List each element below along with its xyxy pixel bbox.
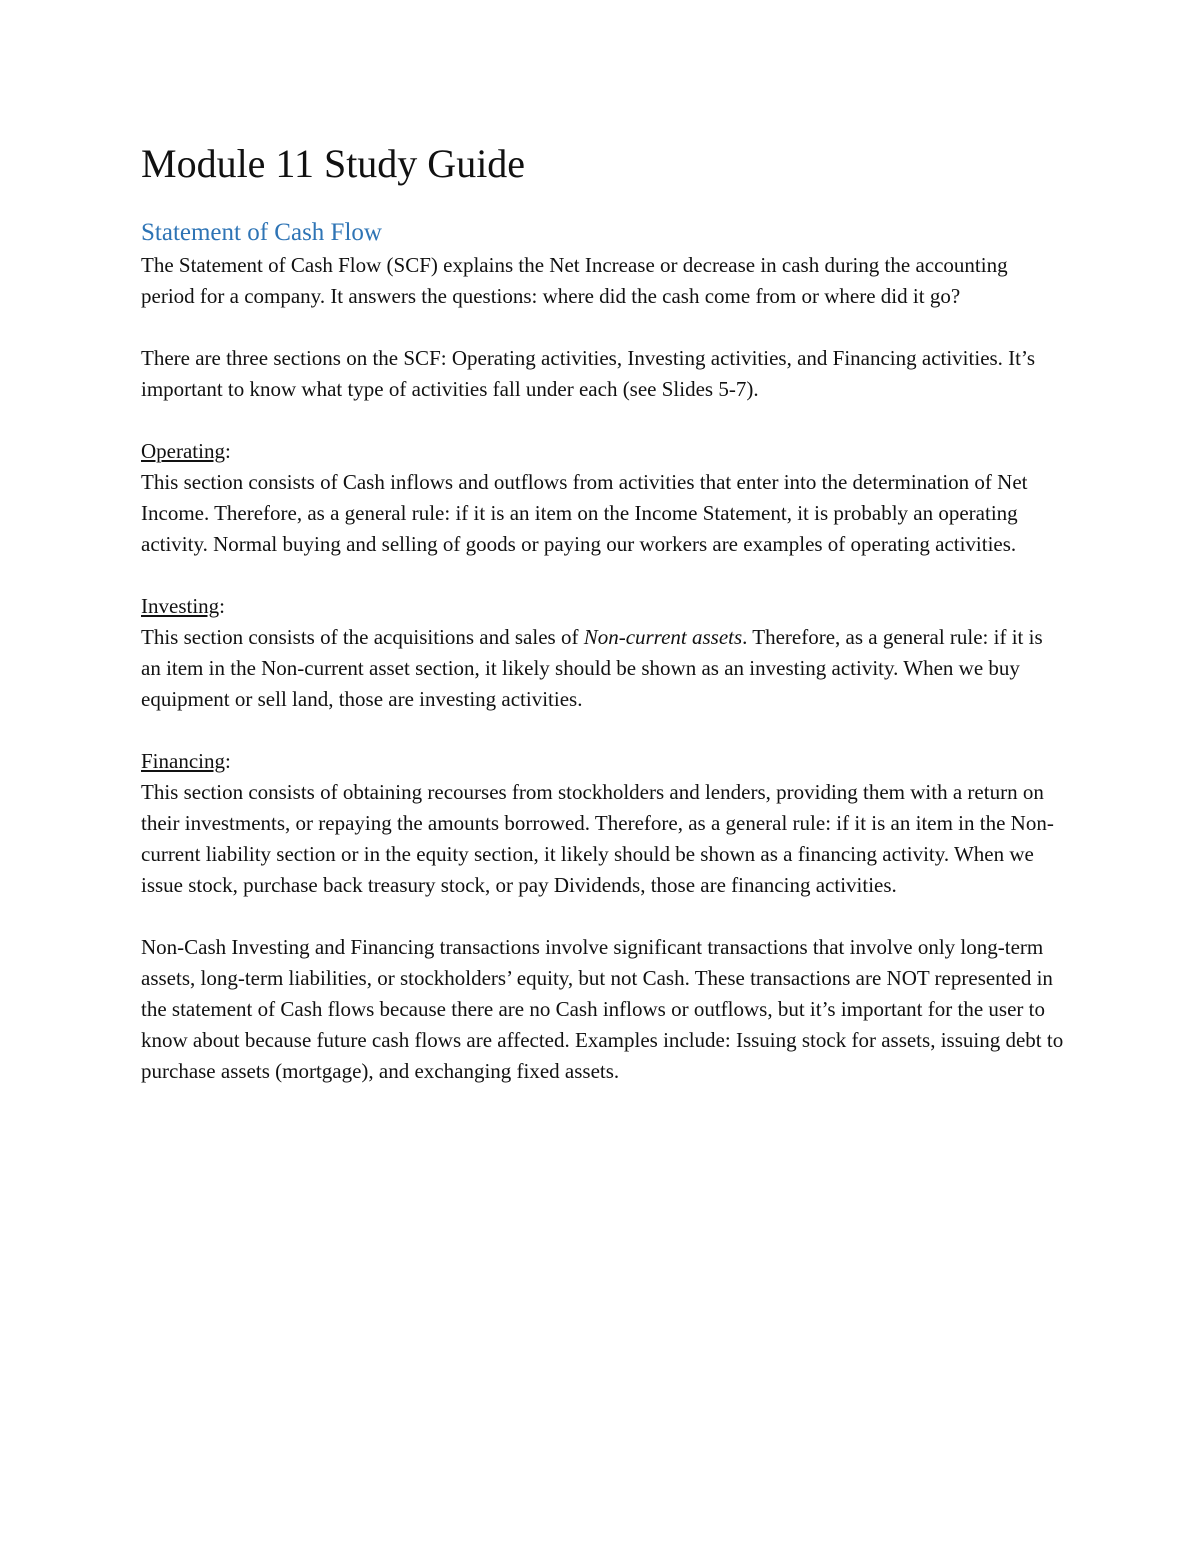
document-page	[141, 138, 1066, 1087]
operating-label: Operating	[141, 439, 225, 463]
non-cash-paragraph: Non-Cash Investing and Financing transactions involve significant transactions that involve only long-term assets, long-term liabilities, or stockholders’ equity, but not Cash. These transactions are NOT represented in the statement of Cash flows because there are no Cash inflows or outflows, but it’s important for the user to know about because future cash flows are affected. Examples include: Issuing stock for assets, issuing debt to purchase assets (mortgage), and exchanging fixed assets.	[141, 935, 1064, 1083]
investing-text-before: This section consists of the acquisitions and sales of	[141, 625, 584, 649]
financing-paragraph: This section consists of obtaining recourses from stockholders and lenders, providing them with a return on their investments, or repaying the amounts borrowed. Therefore, as a general rule: if it is an item in the Non-current liability section or in the equity section, it likely should be shown as a financing activity. When we issue stock, purchase back treasury stock, or pay Dividends, those are financing activities.	[141, 780, 1054, 897]
financing-colon: :	[225, 749, 231, 773]
investing-emphasis: Non-current assets	[583, 625, 743, 649]
investing-label: Investing	[141, 594, 220, 618]
investing-colon: :	[219, 594, 225, 618]
operating-paragraph: This section consists of Cash inflows and outflows from activities that enter into the determination of Net Income. Therefore, as a general rule: if it is an item on the Income Statement, it is probably an operating activity. Normal buying and selling of goods or paying our workers are examples of operating activities.	[141, 470, 1028, 556]
investing-text-after: . Therefore, as a general rule: if it is an item in the Non-current asset section, it likely should be shown as an investing activity. When we buy equipment or sell land, those are investing activities.	[141, 625, 1043, 711]
intro-paragraph: The Statement of Cash Flow (SCF) explains the Net Increase or decrease in cash during the accounting period for a company. It answers the questions: where did the cash come from or where did it go?	[141, 253, 1008, 308]
sections-overview-paragraph: There are three sections on the SCF: Operating activities, Investing activities, and Financing activities. It’s important to know what type of activities fall under each (see Slides 5-7).	[141, 346, 1036, 401]
operating-colon: :	[224, 439, 231, 463]
operating-heading	[141, 436, 1066, 467]
financing-label: Financing	[141, 749, 225, 773]
section-heading-statement-of-cash-flow: Statement of Cash Flow	[141, 219, 382, 246]
investing-heading	[141, 591, 1066, 622]
investing-paragraph	[141, 622, 1066, 715]
financing-heading	[141, 746, 1066, 777]
document-title: Module 11 Study Guide	[141, 141, 526, 186]
